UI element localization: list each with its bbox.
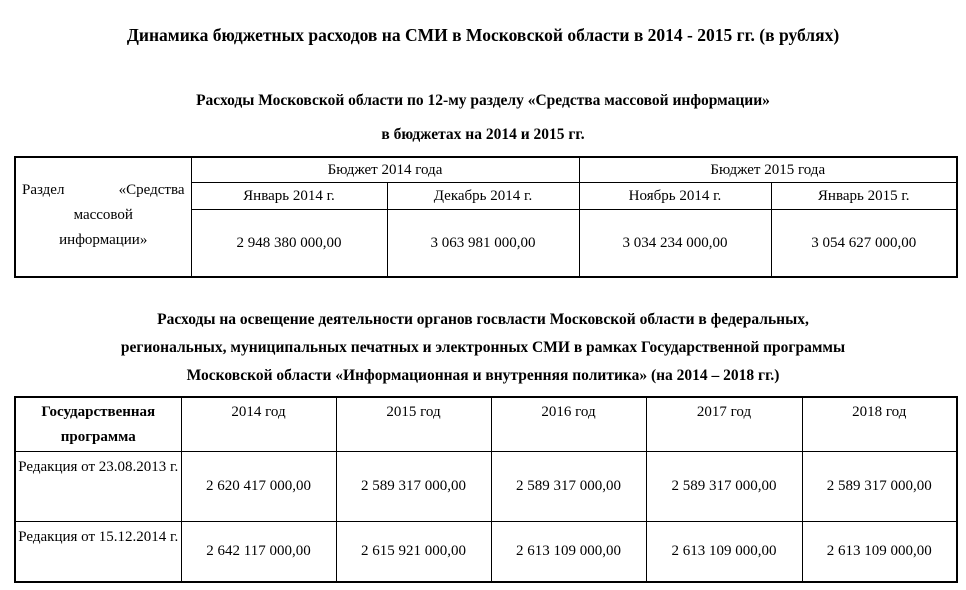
edition-2014-value-2017: 2 613 109 000,00 — [646, 522, 802, 583]
value-nov-2014: 3 034 234 000,00 — [579, 210, 771, 278]
edition-2014-value-2016: 2 613 109 000,00 — [491, 522, 646, 583]
value-jan-2015: 3 054 627 000,00 — [771, 210, 957, 278]
edition-2014-value-2014: 2 642 117 000,00 — [181, 522, 336, 583]
col-header-2018: 2018 год — [802, 397, 957, 452]
budget-2014-2015-table — [14, 156, 958, 278]
table-row-edition-2014 — [15, 522, 957, 583]
group-header-budget-2015: Бюджет 2015 года — [579, 157, 957, 183]
col-header-nov-2014: Ноябрь 2014 г. — [579, 183, 771, 210]
value-dec-2014: 3 063 981 000,00 — [387, 210, 579, 278]
col-header-2016: 2016 год — [491, 397, 646, 452]
table-header-row — [15, 397, 957, 452]
col-header-2014: 2014 год — [181, 397, 336, 452]
table-row-edition-2013 — [15, 452, 957, 522]
col-header-jan-2015: Январь 2015 г. — [771, 183, 957, 210]
edition-2013-label: Редакция от 23.08.2013 г. — [15, 452, 181, 522]
row-label-cell — [15, 157, 191, 277]
state-program-table — [14, 396, 958, 583]
row-label-line2: массовой — [73, 207, 133, 223]
edition-2013-value-2016: 2 589 317 000,00 — [491, 452, 646, 522]
corner-header-state-program: Государственная программа — [15, 397, 181, 452]
row-label-line3: информации» — [59, 232, 148, 248]
section2-heading-line1: Расходы на освещение деятельности органов госвласти Московской области в федеральных, — [157, 311, 809, 328]
col-header-2015: 2015 год — [336, 397, 491, 452]
page-title: Динамика бюджетных расходов на СМИ в Московской области в 2014 - 2015 гг. (в рублях) — [126, 25, 840, 45]
section1-heading-line2: в бюджетах на 2014 и 2015 гг. — [381, 126, 585, 143]
section1-heading-line1: Расходы Московской области по 12-му разделу «Средства массовой информации» — [196, 92, 770, 109]
edition-2013-value-2014: 2 620 417 000,00 — [181, 452, 336, 522]
edition-2013-value-2015: 2 589 317 000,00 — [336, 452, 491, 522]
table-row — [15, 157, 957, 183]
col-header-2017: 2017 год — [646, 397, 802, 452]
group-header-budget-2014: Бюджет 2014 года — [191, 157, 579, 183]
row-label-line1: Раздел «Средства — [22, 182, 185, 198]
value-jan-2014: 2 948 380 000,00 — [191, 210, 387, 278]
col-header-jan-2014: Январь 2014 г. — [191, 183, 387, 210]
section2-heading-line2: региональных, муниципальных печатных и электронных СМИ в рамках Государственной программы — [120, 339, 846, 356]
col-header-dec-2014: Декабрь 2014 г. — [387, 183, 579, 210]
section2-heading — [0, 306, 966, 390]
section1-heading — [0, 84, 966, 152]
section2-heading-line3: Московской области «Информационная и внутренняя политика» (на 2014 – 2018 гг.) — [186, 367, 780, 384]
edition-2013-value-2018: 2 589 317 000,00 — [802, 452, 957, 522]
edition-2014-value-2015: 2 615 921 000,00 — [336, 522, 491, 583]
edition-2014-value-2018: 2 613 109 000,00 — [802, 522, 957, 583]
edition-2014-label: Редакция от 15.12.2014 г. — [15, 522, 181, 583]
edition-2013-value-2017: 2 589 317 000,00 — [646, 452, 802, 522]
